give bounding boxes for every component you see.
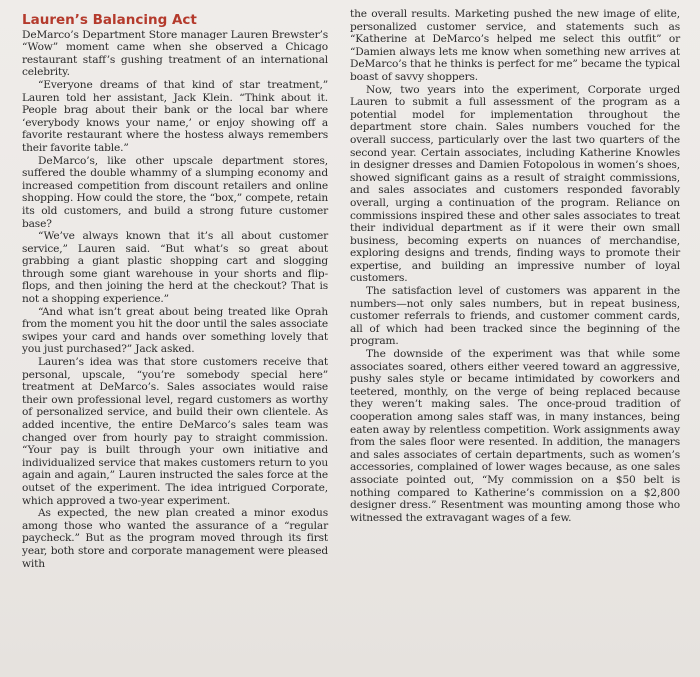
right-column	[350, 8, 680, 524]
paragraph: DeMarco’s Department Store manager Lauren Brewster’s “Wow” moment came when she observed a Chicago restaurant staff’s gushing treatment of an international celebrity.	[22, 28, 328, 79]
paragraph: “Everyone dreams of that kind of star treatment,” Lauren told her assistant, Jack Klein. “Think about it. People brag about their bank or the local bar where ‘everybody knows your name,’ or enjoy showing off a favorite restaurant where the hostess always remembers their favorite table.”	[22, 78, 328, 154]
paragraph: “We’ve always known that it’s all about customer service,” Lauren said. “But what’s so great about grabbing a giant plastic shopping cart and slogging through some giant warehouse in your shorts and flip-flops, and then joining the herd at the checkout? That is not a shopping experience.”	[22, 230, 328, 306]
left-column	[22, 8, 328, 570]
paragraph: The downside of the experiment was that while some associates soared, others either veered toward an aggressive, pushy sales style or became intimidated by coworkers and teetered, monthly, on the verge of being replaced because they weren’t making sales. The once-proud tradition of cooperation among sales staff was, in many instances, being eaten away by relentless competition. Work assignments away from the sales floor were resented. In addition, the managers and sales associates of certain departments, such as women’s accessories, complained of lower wages because, as one sales associate pointed out, “My commission on a $50 belt is nothing compared to Katherine’s commission on a $2,800 designer dress.” Resentment was mounting among those who witnessed the extravagant wages of a few.	[350, 348, 680, 524]
paragraph: Lauren’s idea was that store customers receive that personal, upscale, “you’re somebody special here” treatment at DeMarco’s. Sales associates would raise their own professional level, regard customers as worthy of personalized service, and build their own clientele. As added incentive, the entire DeMarco’s sales team was changed over from hourly pay to straight commission. “Your pay is built through your own initiative and individualized service that makes customers return to you again and again,” Lauren instructed the sales force at the outset of the experiment. The idea intrigued Corporate, which approved a two-year experiment.	[22, 356, 328, 507]
paragraph: The satisfaction level of customers was apparent in the numbers—not only sales numbers, but in repeat business, customer referrals to friends, and customer comment cards, all of which had been tracked since the beginning of the program.	[350, 285, 680, 348]
paragraph: Now, two years into the experiment, Corporate urged Lauren to submit a full assessment of the program as a potential model for implementation throughout the department store chain. Sales numbers vouched for the overall success, particularly over the last two quarters of the second year. Certain associates, including Katherine Knowles in designer dresses and Damien Fotopolous in women’s shoes, showed significant gains as a result of straight commissions, and sales associates and customers responded favorably overall, urging a continuation of the program. Reliance on commissions inspired these and other sales associates to treat their individual department as if it were their own small business, becoming experts on nuances of merchandise, exploring designs and trends, finding ways to promote their expertise, and building an impressive number of loyal customers.	[350, 83, 680, 285]
article-title: Lauren’s Balancing Act	[22, 12, 197, 28]
paragraph: DeMarco’s, like other upscale department stores, suffered the double whammy of a slumping economy and increased competition from discount retailers and online shopping. How could the store, the “box,” compete, retain its old customers, and build a strong future customer base?	[22, 154, 328, 230]
paragraph: As expected, the new plan created a minor exodus among those who wanted the assurance of a “regular paycheck.” But as the program moved through its first year, both store and corporate management were pleased with	[22, 507, 328, 570]
paragraph: the overall results. Marketing pushed the new image of elite, personalized customer service, and statements such as “Katherine at DeMarco’s helped me select this outfit” or “Damien always lets me know when something new arrives at DeMarco’s that he thinks is perfect for me” became the typical boast of savvy shoppers.	[350, 8, 680, 83]
paragraph: “And what isn’t great about being treated like Oprah from the moment you hit the door until the sales associate swipes your card and hands over something lovely that you just purchased?” Jack asked.	[22, 305, 328, 356]
